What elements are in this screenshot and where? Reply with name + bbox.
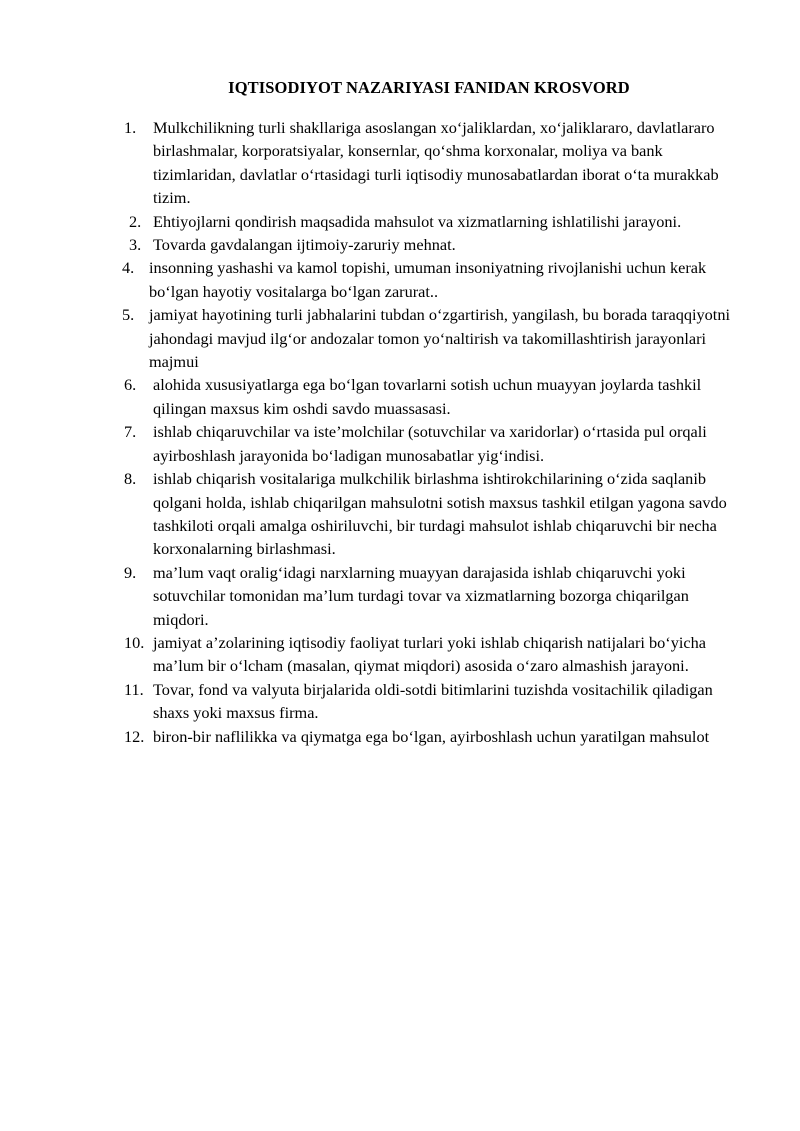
clue-number: 7. bbox=[124, 422, 137, 442]
clue-number: 3. bbox=[129, 235, 142, 255]
list-item bbox=[0, 303, 800, 373]
clue-number: 5. bbox=[122, 305, 135, 325]
list-item bbox=[0, 467, 800, 561]
list-item bbox=[0, 116, 800, 210]
page-title: IQTISODIYOT NAZARIYASI FANIDAN KROSVORD bbox=[228, 78, 630, 97]
clue-number: 4. bbox=[122, 258, 135, 278]
clue-text: ishlab chiqaruvchilar va iste’molchilar (sotuvchilar va xaridorlar) o‘rtasida pul orqali ayirboshlash jarayonida bo‘ladigan munosabatlar yig‘indisi. bbox=[153, 422, 707, 465]
clue-number: 8. bbox=[124, 469, 137, 489]
clue-text: Tovarda gavdalangan ijtimoiy-zaruriy mehnat. bbox=[153, 235, 456, 255]
clue-number: 9. bbox=[124, 562, 137, 582]
clue-text: Mulkchilikning turli shakllariga asoslangan xo‘jaliklardan, xo‘jaliklararo, davlatlararo birlashmalar, korporatsiyalar, konsernlar, qo‘shma korxonalar, moliya va bank tizimlaridan, davlatlar o‘rtasidagi turli iqtisodiy munosabatlardan iborat o‘ta murakkab tizim. bbox=[153, 118, 719, 208]
clue-number: 12. bbox=[124, 726, 145, 746]
clue-number: 10. bbox=[124, 632, 145, 652]
list-item bbox=[0, 631, 800, 678]
clue-text: Tovar, fond va valyuta birjalarida oldi-sotdi bitimlarini tuzishda vositachilik qiladigan shaxs yoki maxsus firma. bbox=[153, 679, 713, 723]
list-item bbox=[0, 373, 800, 420]
list-item bbox=[0, 420, 800, 467]
clue-text: Ehtiyojlarni qondirish maqsadida mahsulot va xizmatlarning ishlatilishi jarayoni. bbox=[153, 211, 682, 231]
clue-text: jamiyat hayotining turli jabhalarini tubdan o‘zgartirish, yangilash, bu borada taraqqiyotni jahondagi mavjud ilg‘or andozalar tomon yo‘naltirish va takomillashtirish jarayonlari majmui bbox=[149, 305, 730, 372]
clue-text: biron-bir naflilikka va qiymatga ega bo‘lgan, ayirboshlash uchun yaratilgan mahsulot bbox=[153, 726, 710, 746]
list-item bbox=[0, 256, 800, 303]
clue-number: 6. bbox=[124, 375, 137, 395]
list-item bbox=[0, 233, 800, 256]
clue-number: 2. bbox=[129, 211, 142, 231]
clue-text: jamiyat a’zolarining iqtisodiy faoliyat turlari yoki ishlab chiqarish natijalari bo‘yicha ma’lum bir o‘lcham (masalan, qiymat miqdori) asosida o‘zaro almashish jarayoni. bbox=[153, 632, 706, 676]
clue-text: alohida xususiyatlarga ega bo‘lgan tovarlarni sotish uchun muayyan joylarda tashkil qilingan maxsus kim oshdi savdo muassasasi. bbox=[153, 375, 702, 418]
clue-number: 1. bbox=[124, 118, 137, 137]
list-item bbox=[0, 725, 800, 748]
clue-list bbox=[0, 116, 800, 748]
list-item bbox=[0, 678, 800, 725]
clue-number: 11. bbox=[124, 679, 144, 699]
clue-text: insonning yashashi va kamol topishi, umuman insoniyatning rivojlanishi uchun kerak bo‘lgan hayotiy vositalarga bo‘lgan zarurat.. bbox=[149, 258, 707, 301]
clue-text: ishlab chiqarish vositalariga mulkchilik birlashma ishtirokchilarining o‘zida saqlanib qolgani holda, ishlab chiqarilgan mahsulotni sotish maxsus tashkil etilgan yagona savdo tashkiloti orqali amalga oshiriluvchi, bir turdagi mahsulot ishlab chiqaruvchi bir necha korxonalarning birlashmasi. bbox=[153, 469, 727, 559]
clue-text: ma’lum vaqt oralig‘idagi narxlarning muayyan darajasida ishlab chiqaruvchi yoki sotuvchilar tomonidan ma’lum turdagi tovar va xizmatlarning bozorga chiqarilgan miqdori. bbox=[153, 562, 689, 629]
list-item bbox=[0, 561, 800, 631]
list-item bbox=[0, 210, 800, 233]
